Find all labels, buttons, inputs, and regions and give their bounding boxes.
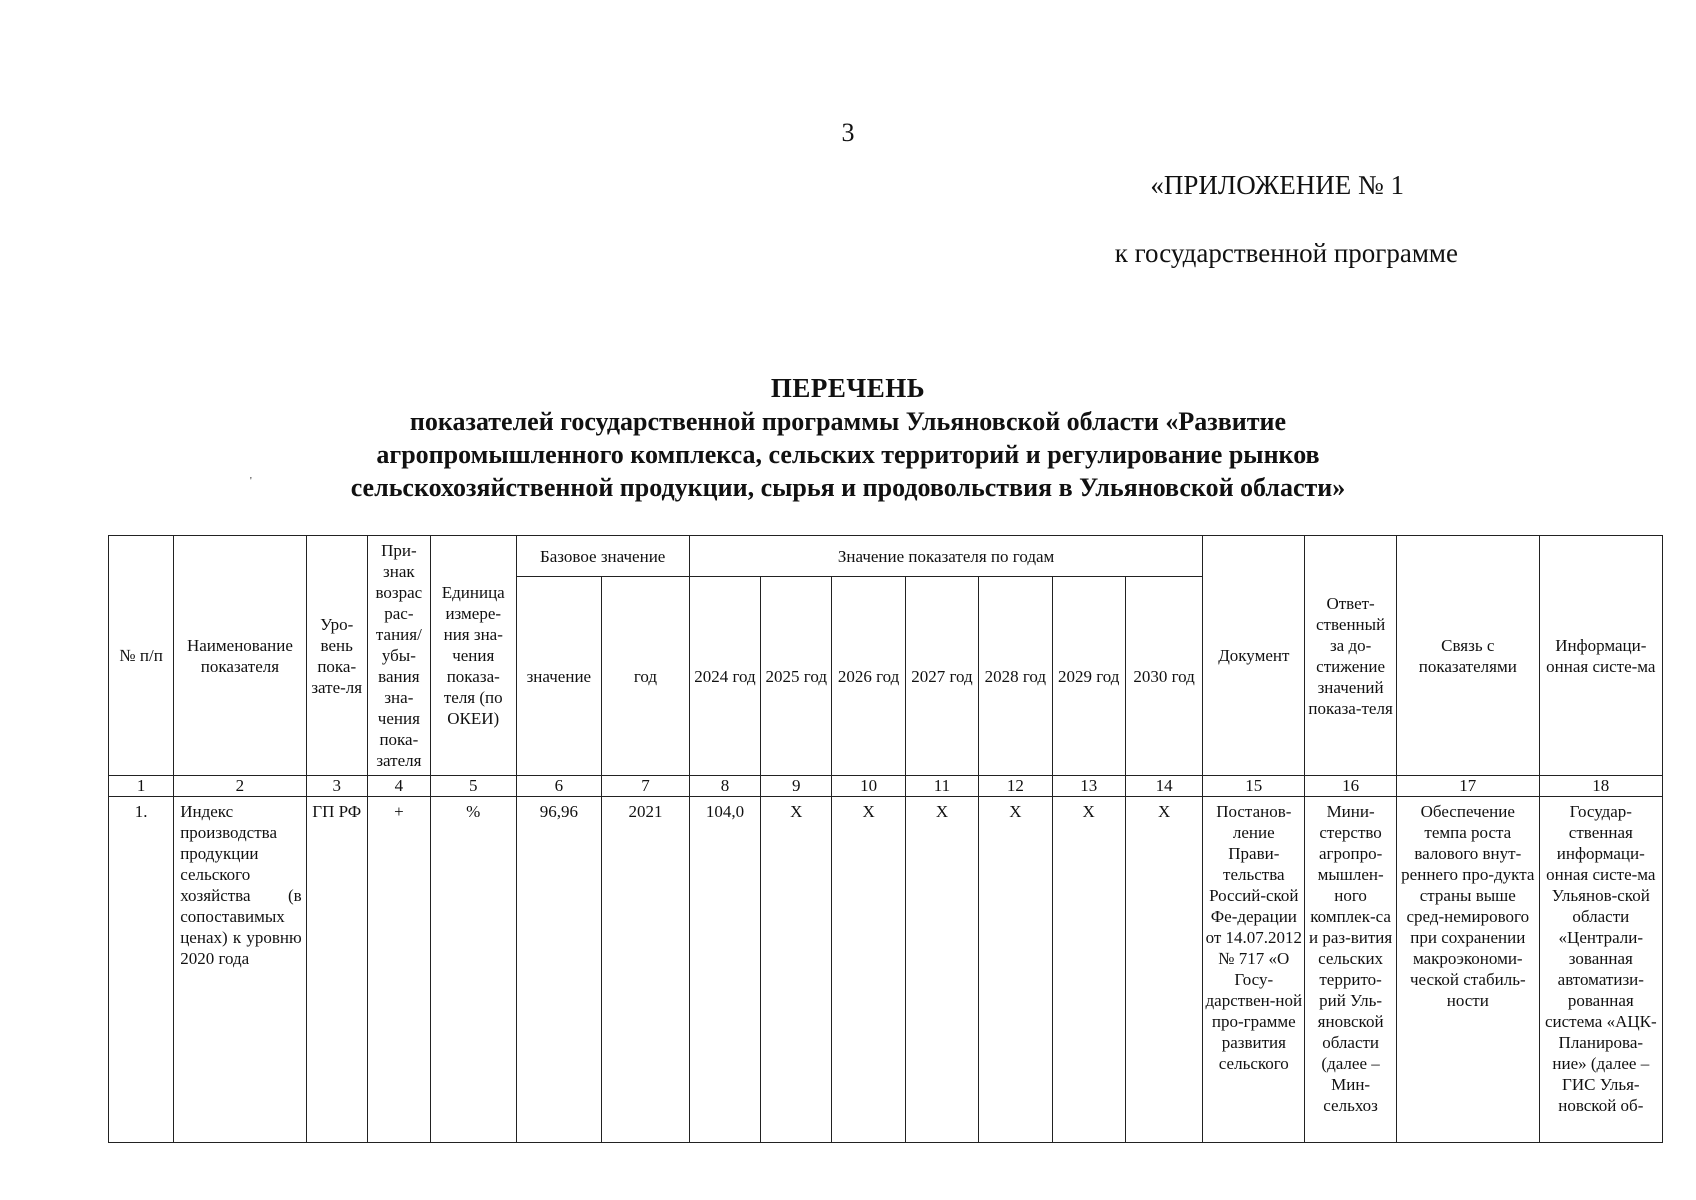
col-level-header: Уро-вень пока-зате-ля (306, 536, 367, 776)
cell-base-year: 2021 (602, 797, 690, 1143)
column-number: 11 (905, 776, 978, 797)
column-number: 17 (1396, 776, 1539, 797)
cell-2024: 104,0 (689, 797, 760, 1143)
column-number: 8 (689, 776, 760, 797)
col-base-year-header: год (602, 577, 690, 776)
col-2028-header: 2028 год (979, 577, 1052, 776)
column-number: 13 (1052, 776, 1125, 797)
column-number: 16 (1305, 776, 1397, 797)
table-row (109, 797, 1663, 1143)
col-link-header: Связь с показателями (1396, 536, 1539, 776)
cell-document: Постанов-ление Прави-тельства Россий-ской Фе-дерации от 14.07.2012 № 717 «О Госу-дарствен-ной про-грамме развития сельского (1203, 797, 1305, 1143)
col-document-header: Документ (1203, 536, 1305, 776)
col-2024-header: 2024 год (689, 577, 760, 776)
col-sign-header: При-знак возрас рас-тания/ убы-вания зна-чения пока-зателя (367, 536, 430, 776)
column-number: 1 (109, 776, 174, 797)
cell-link: Обеспечение темпа роста валового внут-реннего про-дукта страны выше сред-немирового при сохранении макроэкономи-ческой стабиль-ности (1396, 797, 1539, 1143)
column-number: 7 (602, 776, 690, 797)
col-info-system-header: Информаци-онная систе-ма (1539, 536, 1662, 776)
appendix-title: «ПРИЛОЖЕНИЕ № 1 (1150, 170, 1404, 200)
heading-line-2: показателей государственной программы Ульяновской области «Развитие (409, 407, 1287, 436)
heading-line-3: агропромышленного комплекса, сельских территорий и регулирование рынков (376, 440, 1320, 469)
cell-unit: % (430, 797, 516, 1143)
col-name-header: Наименование показателя (174, 536, 306, 776)
cell-2026: X (832, 797, 905, 1143)
column-number: 12 (979, 776, 1052, 797)
cell-info-system: Государ-ственная информаци-онная систе-ма Ульянов-ской области «Централи-зованная автоматизи-рованная система «АЦК-Планирова-ние» (далее – ГИС Улья-новской об- (1539, 797, 1662, 1143)
base-group-header: Базовое значение (516, 536, 689, 577)
cell-sign: + (367, 797, 430, 1143)
col-responsible-header: Ответ-ственный за до-стижение значений показа-теля (1305, 536, 1397, 776)
column-number: 5 (430, 776, 516, 797)
cell-base-value: 96,96 (516, 797, 602, 1143)
col-2030-header: 2030 год (1125, 577, 1202, 776)
indicators-table (108, 535, 1663, 1143)
page-number: 3 (841, 118, 855, 147)
column-number: 18 (1539, 776, 1662, 797)
cell-level: ГП РФ (306, 797, 367, 1143)
cell-indicator-name: Индекс производства продукции сельского хозяйства (в сопоставимых ценах) к уровню 2020 года (174, 797, 306, 1143)
col-2026-header: 2026 год (832, 577, 905, 776)
col-unit-header: Единица измере-ния зна-чения показа-теля (по ОКЕИ) (430, 536, 516, 776)
document-heading (0, 372, 1696, 504)
col-2029-header: 2029 год (1052, 577, 1125, 776)
col-2025-header: 2025 год (761, 577, 832, 776)
cell-num: 1. (109, 797, 174, 1143)
cell-2030: X (1125, 797, 1202, 1143)
column-number: 2 (174, 776, 306, 797)
header-row-1 (109, 536, 1663, 577)
col-num-header: № п/п (109, 536, 174, 776)
cell-2028: X (979, 797, 1052, 1143)
column-number-row (109, 776, 1663, 797)
column-number: 3 (306, 776, 367, 797)
years-group-header: Значение показателя по годам (689, 536, 1203, 577)
col-2027-header: 2027 год (905, 577, 978, 776)
column-number: 10 (832, 776, 905, 797)
column-number: 4 (367, 776, 430, 797)
cell-2025: X (761, 797, 832, 1143)
col-base-value-header: значение (516, 577, 602, 776)
cell-2029: X (1052, 797, 1125, 1143)
stray-mark: ' (250, 476, 252, 487)
heading-line-4: сельскохозяйственной продукции, сырья и продовольствия в Ульяновской области» (350, 473, 1346, 502)
column-number: 9 (761, 776, 832, 797)
column-number: 6 (516, 776, 602, 797)
heading-line-1: ПЕРЕЧЕНЬ (770, 373, 926, 403)
appendix-subtitle: к государственной программе (1114, 238, 1458, 268)
cell-responsible: Мини-стерство агропро-мышлен-ного комплек-са и раз-вития сельских террито-рий Уль-яновской области (далее – Мин-сельхоз (1305, 797, 1397, 1143)
column-number: 15 (1203, 776, 1305, 797)
cell-2027: X (905, 797, 978, 1143)
column-number: 14 (1125, 776, 1202, 797)
